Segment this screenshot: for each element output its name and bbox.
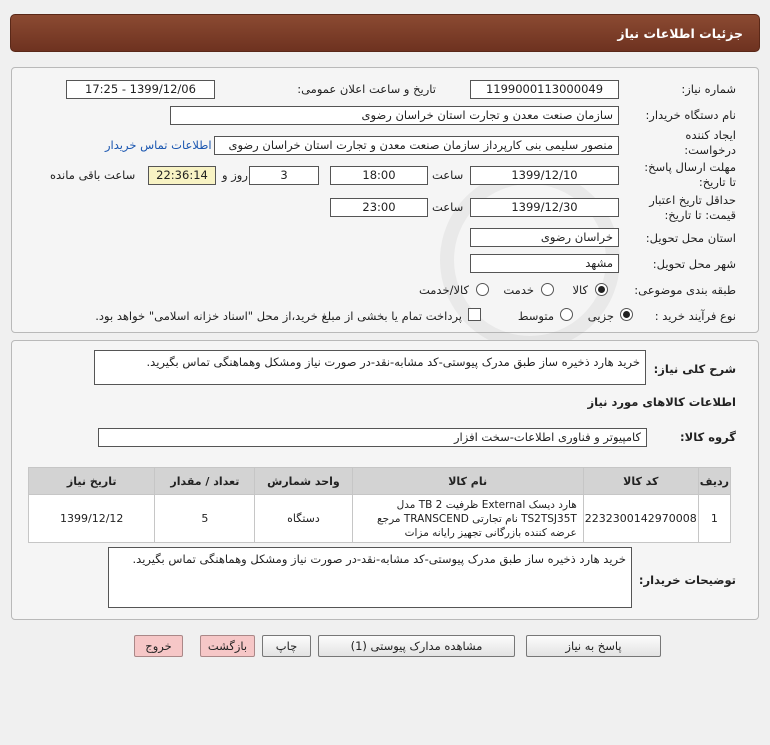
col-qty: تعداد / مقدار bbox=[155, 468, 255, 495]
city-label: شهر محل تحویل: bbox=[652, 257, 736, 271]
process-label: نوع فرآیند خرید : bbox=[654, 309, 736, 323]
validity-date-field: 1399/12/30 bbox=[470, 198, 619, 217]
goods-section-title: اطلاعات کالاهای مورد نیاز bbox=[587, 395, 736, 409]
deadline-date-field: 1399/12/10 bbox=[470, 166, 619, 185]
need-number-label: شماره نیاز: bbox=[681, 82, 736, 96]
creator-label: ایجاد کننده درخواست: bbox=[684, 128, 736, 157]
process-option-medium: متوسط bbox=[517, 309, 554, 323]
days-label: روز و bbox=[222, 168, 248, 182]
buyer-notes-label: توضیحات خریدار: bbox=[638, 573, 736, 587]
goods-group-label: گروه کالا: bbox=[680, 430, 736, 444]
category-radio-service[interactable] bbox=[541, 283, 554, 296]
goods-table-header bbox=[29, 468, 731, 495]
province-label: استان محل تحویل: bbox=[645, 231, 736, 245]
treasury-payment-checkbox[interactable] bbox=[468, 308, 481, 321]
buyer-notes-textarea: خرید هارد ذخیره ساز طبق مدرک پیوستی-کد مشابه-نقد-در صورت نیاز ومشکل وهماهنگی تماس بگیرید. bbox=[108, 547, 632, 608]
print-button[interactable]: چاپ bbox=[262, 635, 311, 657]
summary-textarea: خرید هارد ذخیره ساز طبق مدرک پیوستی-کد مشابه-نقد-در صورت نیاز ومشکل وهماهنگی تماس بگیرید. bbox=[94, 350, 646, 385]
back-button[interactable]: بازگشت bbox=[200, 635, 255, 657]
cell-name: هارد دیسک External ظرفیت TB 2 مدل TS2TSJ35T نام تجارتی TRANSCEND مرجع عرضه کننده بازرگانی تجهیز رایانه مزات bbox=[352, 495, 583, 543]
cell-code: 2232300142970008 bbox=[583, 495, 698, 543]
col-name: نام کالا bbox=[352, 468, 583, 495]
validity-label: حداقل تاریخ اعتبار قیمت: تا تاریخ: bbox=[649, 193, 736, 222]
summary-label: شرح کلی نیاز: bbox=[653, 362, 736, 376]
remaining-time-field: 22:36:14 bbox=[148, 166, 216, 185]
announce-label: تاریخ و ساعت اعلان عمومی: bbox=[297, 82, 436, 96]
goods-group-field: کامپیوتر و فناوری اطلاعات-سخت افزار bbox=[98, 428, 647, 447]
attachments-button[interactable]: مشاهده مدارک پیوستی (1) bbox=[318, 635, 515, 657]
category-option-goods-service: کالا/خدمت bbox=[418, 283, 469, 297]
city-field: مشهد bbox=[470, 254, 619, 273]
deadline-time-label: ساعت bbox=[432, 168, 464, 182]
category-label: طبقه بندی موضوعی: bbox=[634, 283, 736, 297]
col-unit: واحد شمارش bbox=[255, 468, 352, 495]
process-option-minor: جزیی bbox=[587, 309, 614, 323]
treasury-payment-note: پرداخت تمام یا بخشی از مبلغ خرید،از محل "اسناد خزانه اسلامی" خواهد بود. bbox=[95, 309, 462, 323]
cell-index: 1 bbox=[698, 495, 730, 543]
page-title: جزئیات اطلاعات نیاز bbox=[617, 26, 743, 41]
buyer-org-label: نام دستگاه خریدار: bbox=[645, 108, 736, 122]
contact-info-link[interactable]: اطلاعات تماس خریدار bbox=[105, 138, 212, 152]
goods-table bbox=[28, 467, 731, 543]
cell-unit: دستگاه bbox=[255, 495, 352, 543]
col-date: تاریخ نیاز bbox=[29, 468, 155, 495]
page-header bbox=[10, 14, 760, 52]
col-index: ردیف bbox=[698, 468, 730, 495]
table-row bbox=[29, 495, 731, 543]
category-radio-goods[interactable] bbox=[595, 283, 608, 296]
validity-time-label: ساعت bbox=[432, 200, 464, 214]
category-radio-goods-service[interactable] bbox=[476, 283, 489, 296]
creator-field: منصور سلیمی بنی کارپرداز سازمان صنعت معدن و تجارت استان خراسان رضوی bbox=[214, 136, 619, 155]
category-option-goods: کالا bbox=[572, 283, 588, 297]
col-code: کد کالا bbox=[583, 468, 698, 495]
buyer-org-field: سازمان صنعت معدن و تجارت استان خراسان رضوی bbox=[170, 106, 619, 125]
validity-time-field: 23:00 bbox=[330, 198, 428, 217]
process-radio-minor[interactable] bbox=[620, 308, 633, 321]
announce-field: 1399/12/06 - 17:25 bbox=[66, 80, 215, 99]
need-number-field: 1199000113000049 bbox=[470, 80, 619, 99]
cell-date: 1399/12/12 bbox=[29, 495, 155, 543]
process-radio-medium[interactable] bbox=[560, 308, 573, 321]
days-field: 3 bbox=[249, 166, 319, 185]
remaining-label: ساعت باقی مانده bbox=[50, 168, 136, 182]
reply-button[interactable]: پاسخ به نیاز bbox=[526, 635, 661, 657]
deadline-time-field: 18:00 bbox=[330, 166, 428, 185]
cell-qty: 5 bbox=[155, 495, 255, 543]
exit-button[interactable]: خروج bbox=[134, 635, 183, 657]
deadline-label: مهلت ارسال پاسخ: تا تاریخ: bbox=[644, 160, 736, 189]
province-field: خراسان رضوی bbox=[470, 228, 619, 247]
category-option-service: خدمت bbox=[503, 283, 534, 297]
